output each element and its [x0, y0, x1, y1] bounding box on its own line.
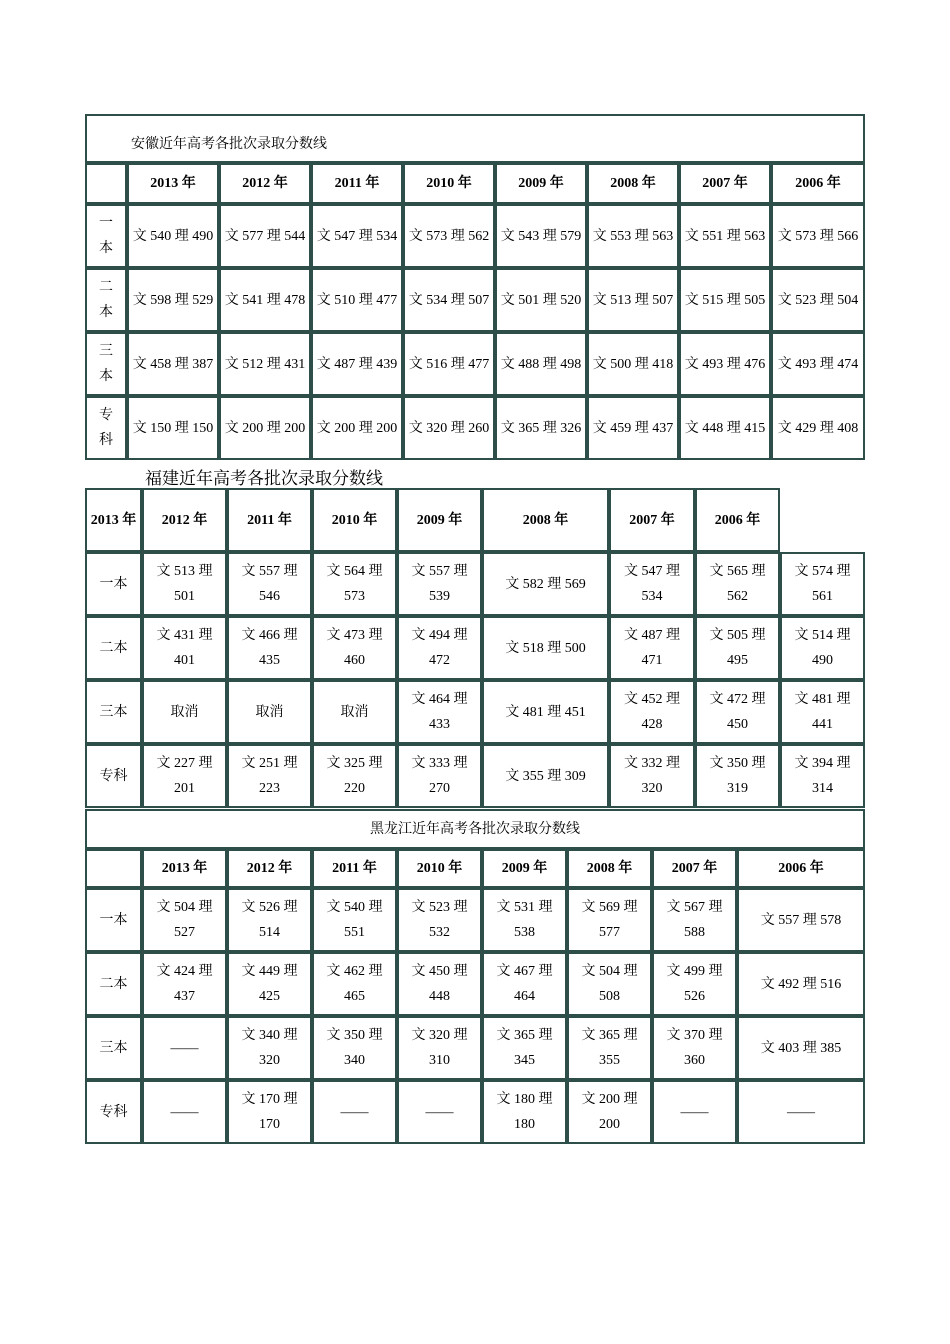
score-cell: 文 180 理 180 [482, 1080, 567, 1144]
score-cell: 文 574 理 561 [780, 552, 865, 616]
score-cell: 文 365 理 355 [567, 1016, 652, 1080]
score-cell: 文 332 理 320 [609, 744, 695, 808]
score-cell: 文 350 理 340 [312, 1016, 397, 1080]
fujian-row-zhuanke [85, 744, 865, 808]
score-cell: 文 370 理 360 [652, 1016, 737, 1080]
score-cell: 文 493 理 476 [679, 332, 771, 396]
fujian-row-erben [85, 616, 865, 680]
anhui-row-zhuanke [85, 396, 865, 460]
anhui-row-erben [85, 268, 865, 332]
anhui-year-header: 2007 年 [679, 163, 771, 204]
score-cell: 文 355 理 309 [482, 744, 609, 808]
heilongjiang-batch-label: 一本 [85, 888, 142, 952]
score-cell: 文 513 理 507 [587, 268, 679, 332]
fujian-score-table [85, 488, 865, 808]
score-cell: 文 448 理 415 [679, 396, 771, 460]
heilongjiang-year-header: 2011 年 [312, 849, 397, 888]
anhui-batch-label [85, 268, 127, 332]
score-cell: 文 499 理 526 [652, 952, 737, 1016]
heilongjiang-year-header: 2010 年 [397, 849, 482, 888]
score-cell: 文 200 理 200 [219, 396, 311, 460]
fujian-table-title: 福建近年高考各批次录取分数线 [145, 469, 383, 488]
heilongjiang-year-header: 2012 年 [227, 849, 312, 888]
score-cell: 文 567 理 588 [652, 888, 737, 952]
score-cell: 文 551 理 563 [679, 204, 771, 268]
fujian-year-header: 2009 年 [397, 488, 482, 552]
anhui-year-header: 2006 年 [771, 163, 865, 204]
score-cell: 文 564 理 573 [312, 552, 397, 616]
heilongjiang-year-header: 2008 年 [567, 849, 652, 888]
fujian-batch-label: 一本 [85, 552, 142, 616]
score-cell: 文 325 理 220 [312, 744, 397, 808]
score-cell: 文 523 理 532 [397, 888, 482, 952]
anhui-year-header: 2012 年 [219, 163, 311, 204]
score-cell: 文 534 理 507 [403, 268, 495, 332]
score-cell: 文 320 理 260 [403, 396, 495, 460]
score-cell: 文 516 理 477 [403, 332, 495, 396]
fujian-year-header: 2008 年 [482, 488, 609, 552]
anhui-year-header: 2010 年 [403, 163, 495, 204]
score-cell: 文 505 理 495 [695, 616, 780, 680]
score-cell: 文 598 理 529 [127, 268, 219, 332]
score-cell: 文 557 理 539 [397, 552, 482, 616]
anhui-batch-label [85, 396, 127, 460]
score-cell: 文 557 理 578 [737, 888, 865, 952]
score-cell: 文 459 理 437 [587, 396, 679, 460]
score-cell: 文 200 理 200 [567, 1080, 652, 1144]
score-cell: 文 504 理 527 [142, 888, 227, 952]
score-cell: 文 557 理 546 [227, 552, 312, 616]
anhui-batch-label [85, 204, 127, 268]
score-cell: 文 526 理 514 [227, 888, 312, 952]
score-cell: 文 424 理 437 [142, 952, 227, 1016]
score-cell: 文 543 理 579 [495, 204, 587, 268]
score-cell: 文 467 理 464 [482, 952, 567, 1016]
score-cell: —— [142, 1016, 227, 1080]
score-cell: —— [312, 1080, 397, 1144]
fujian-year-header: 2012 年 [142, 488, 227, 552]
score-cell: 文 481 理 451 [482, 680, 609, 744]
score-cell: 文 464 理 433 [397, 680, 482, 744]
score-cell: 文 431 理 401 [142, 616, 227, 680]
score-cell: 文 333 理 270 [397, 744, 482, 808]
score-cell: 文 500 理 418 [587, 332, 679, 396]
score-cell: 文 227 理 201 [142, 744, 227, 808]
score-cell: 文 487 理 439 [311, 332, 403, 396]
anhui-year-header: 2009 年 [495, 163, 587, 204]
score-cell: 文 512 理 431 [219, 332, 311, 396]
anhui-header-row [85, 163, 865, 204]
fujian-blank-cell [780, 488, 865, 552]
heilongjiang-batch-label: 二本 [85, 952, 142, 1016]
score-cell: 文 510 理 477 [311, 268, 403, 332]
score-cell: 文 365 理 345 [482, 1016, 567, 1080]
score-cell: 文 170 理 170 [227, 1080, 312, 1144]
fujian-year-header: 2011 年 [227, 488, 312, 552]
score-cell: 文 365 理 326 [495, 396, 587, 460]
fujian-year-header: 2010 年 [312, 488, 397, 552]
anhui-batch-label [85, 332, 127, 396]
fujian-batch-label: 三本 [85, 680, 142, 744]
anhui-year-header: 2013 年 [127, 163, 219, 204]
score-cell: 文 429 理 408 [771, 396, 865, 460]
score-cell: 文 403 理 385 [737, 1016, 865, 1080]
batch-text: 专科 [99, 408, 113, 448]
score-cell: 文 582 理 569 [482, 552, 609, 616]
score-cell: —— [737, 1080, 865, 1144]
score-cell: 文 501 理 520 [495, 268, 587, 332]
score-cell: 文 449 理 425 [227, 952, 312, 1016]
score-cell: 文 251 理 223 [227, 744, 312, 808]
heilongjiang-corner-cell [85, 849, 142, 888]
score-cell: 文 573 理 566 [771, 204, 865, 268]
score-cell: 文 450 理 448 [397, 952, 482, 1016]
score-cell: 文 487 理 471 [609, 616, 695, 680]
fujian-batch-label: 二本 [85, 616, 142, 680]
heilongjiang-year-header: 2009 年 [482, 849, 567, 888]
score-cell: 取消 [227, 680, 312, 744]
fujian-year-header: 2006 年 [695, 488, 780, 552]
heilongjiang-year-header: 2013 年 [142, 849, 227, 888]
heilongjiang-row-erben [85, 952, 865, 1016]
score-cell: 文 466 理 435 [227, 616, 312, 680]
score-cell: 文 488 理 498 [495, 332, 587, 396]
anhui-corner-cell [85, 163, 127, 204]
score-cell: —— [652, 1080, 737, 1144]
fujian-batch-label: 专科 [85, 744, 142, 808]
anhui-score-table [85, 114, 865, 460]
anhui-year-header: 2008 年 [587, 163, 679, 204]
score-cell: 文 200 理 200 [311, 396, 403, 460]
score-cell: 文 547 理 534 [311, 204, 403, 268]
score-cell: 文 515 理 505 [679, 268, 771, 332]
batch-text: 二本 [99, 280, 113, 320]
fujian-row-yiben [85, 552, 865, 616]
score-cell: 文 452 理 428 [609, 680, 695, 744]
heilongjiang-row-sanben [85, 1016, 865, 1080]
batch-text: 三本 [99, 344, 113, 384]
score-cell: 文 493 理 474 [771, 332, 865, 396]
score-cell: 文 494 理 472 [397, 616, 482, 680]
fujian-year-header: 2013 年 [85, 488, 142, 552]
score-cell: 文 518 理 500 [482, 616, 609, 680]
score-cell: 文 513 理 501 [142, 552, 227, 616]
fujian-year-header: 2007 年 [609, 488, 695, 552]
fujian-header-row [85, 488, 865, 552]
heilongjiang-row-yiben [85, 888, 865, 952]
score-cell: 文 573 理 562 [403, 204, 495, 268]
score-cell: 文 547 理 534 [609, 552, 695, 616]
score-cell: 文 531 理 538 [482, 888, 567, 952]
score-cell: 文 540 理 551 [312, 888, 397, 952]
heilongjiang-table-title: 黑龙江近年高考各批次录取分数线 [85, 809, 865, 849]
heilongjiang-year-header: 2006 年 [737, 849, 865, 888]
batch-text: 一本 [99, 216, 113, 256]
score-cell: 文 523 理 504 [771, 268, 865, 332]
score-cell: 文 481 理 441 [780, 680, 865, 744]
score-cell: 文 472 理 450 [695, 680, 780, 744]
anhui-row-yiben [85, 204, 865, 268]
score-cell: 文 540 理 490 [127, 204, 219, 268]
score-cell: —— [142, 1080, 227, 1144]
score-cell: 文 504 理 508 [567, 952, 652, 1016]
score-cell: 文 492 理 516 [737, 952, 865, 1016]
score-cell: 文 569 理 577 [567, 888, 652, 952]
heilongjiang-batch-label: 三本 [85, 1016, 142, 1080]
anhui-year-header: 2011 年 [311, 163, 403, 204]
score-cell: 文 553 理 563 [587, 204, 679, 268]
anhui-table-title: 安徽近年高考各批次录取分数线 [85, 114, 865, 163]
heilongjiang-year-header: 2007 年 [652, 849, 737, 888]
score-cell: 文 394 理 314 [780, 744, 865, 808]
score-cell: 文 458 理 387 [127, 332, 219, 396]
heilongjiang-score-table [85, 809, 865, 1144]
score-cell: 取消 [312, 680, 397, 744]
score-cell: 文 473 理 460 [312, 616, 397, 680]
score-cell: 文 577 理 544 [219, 204, 311, 268]
score-cell: 文 350 理 319 [695, 744, 780, 808]
score-cell: 文 541 理 478 [219, 268, 311, 332]
anhui-row-sanben [85, 332, 865, 396]
score-cell: —— [397, 1080, 482, 1144]
score-cell: 文 462 理 465 [312, 952, 397, 1016]
heilongjiang-row-zhuanke [85, 1080, 865, 1144]
score-cell: 取消 [142, 680, 227, 744]
score-cell: 文 340 理 320 [227, 1016, 312, 1080]
score-cell: 文 320 理 310 [397, 1016, 482, 1080]
score-cell: 文 565 理 562 [695, 552, 780, 616]
heilongjiang-batch-label: 专科 [85, 1080, 142, 1144]
score-cell: 文 150 理 150 [127, 396, 219, 460]
score-cell: 文 514 理 490 [780, 616, 865, 680]
fujian-row-sanben [85, 680, 865, 744]
heilongjiang-header-row [85, 849, 865, 888]
